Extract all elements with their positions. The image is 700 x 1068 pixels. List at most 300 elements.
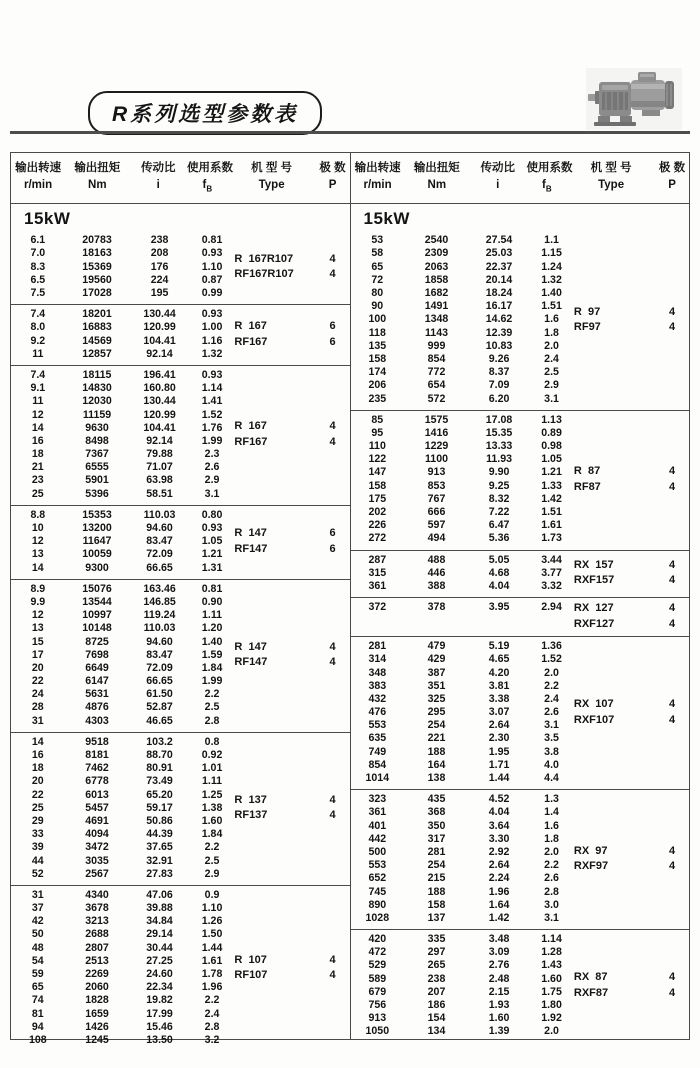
table-row [11, 662, 234, 675]
cell-speed: 18 [31, 448, 44, 461]
cell-torque: 2540 [424, 234, 449, 247]
cell-torque: 295 [427, 706, 446, 719]
cell-torque: 378 [427, 601, 446, 614]
cell-service-factor: 1.21 [541, 466, 562, 479]
cell-torque: 8498 [85, 434, 109, 447]
cell-ratio: 4.52 [488, 793, 510, 806]
cell-ratio: 1.96 [488, 885, 510, 898]
table-row [351, 427, 574, 440]
cell-ratio: 9.26 [488, 352, 510, 365]
rating-group [11, 885, 350, 1051]
cell-ratio: 19.82 [146, 994, 173, 1007]
rating-group [11, 505, 350, 579]
cell-speed: 37 [31, 902, 44, 915]
table-right-body [351, 204, 690, 1042]
cell-service-factor: 1.60 [541, 972, 562, 985]
cell-ratio: 17.08 [485, 413, 513, 426]
cell-service-factor: 0.93 [201, 247, 223, 260]
cell-torque: 13200 [82, 522, 112, 535]
cell-service-factor: 1.8 [544, 326, 559, 339]
cell-ratio: 2.48 [488, 972, 510, 985]
cell-torque: 325 [427, 692, 446, 705]
table-row [11, 335, 234, 348]
cell-torque: 5457 [85, 801, 109, 814]
poles-value: 4 [329, 793, 336, 806]
table-row [11, 928, 234, 941]
cell-torque: 351 [427, 679, 446, 692]
cell-ratio: 73.49 [146, 775, 173, 788]
type-label: RF87 [573, 480, 601, 493]
cell-service-factor: 3.2 [204, 1033, 220, 1046]
cell-torque: 186 [427, 999, 446, 1012]
header-poles-unit: P [668, 179, 676, 191]
group-rows [351, 554, 574, 594]
cell-speed: 9.9 [30, 595, 46, 608]
table-row [351, 247, 574, 260]
cell-service-factor: 1.11 [202, 775, 223, 788]
cell-torque: 2513 [85, 954, 109, 967]
type-label: RXF107 [573, 713, 615, 726]
poles-value: 4 [669, 860, 676, 873]
type-label: R 167 [234, 420, 267, 433]
poles-cell [316, 234, 350, 300]
cell-ratio: 72.09 [146, 661, 173, 674]
type-label: RX 107 [573, 698, 614, 711]
type-cell [574, 601, 655, 632]
header-ratio-unit: i [496, 179, 500, 191]
cell-speed: 81 [31, 1007, 44, 1020]
cell-torque: 254 [427, 859, 446, 872]
cell-ratio: 88.70 [146, 749, 173, 762]
poles-value: 4 [669, 986, 676, 999]
cell-ratio: 120.99 [143, 408, 176, 421]
cell-speed: 7.0 [30, 247, 46, 260]
cell-torque: 317 [427, 832, 446, 845]
cell-service-factor: 2.9 [544, 379, 559, 392]
cell-torque: 2567 [85, 867, 109, 880]
poles-cell [655, 640, 689, 785]
table-row [11, 688, 234, 701]
cell-service-factor: 1.6 [544, 819, 559, 832]
type-label: RXF157 [573, 574, 615, 587]
cell-ratio: 15.46 [146, 1020, 173, 1033]
cell-speed: 90 [371, 300, 384, 313]
cell-speed: 13 [31, 548, 44, 561]
type-cell [574, 933, 655, 1039]
table-row [11, 583, 234, 596]
cell-torque: 335 [427, 933, 446, 946]
cell-speed: 315 [368, 566, 387, 579]
cell-ratio: 104.41 [143, 334, 176, 347]
cell-speed: 272 [368, 532, 387, 545]
table-row [351, 379, 574, 392]
cell-service-factor: 2.0 [544, 666, 559, 679]
cell-torque: 11159 [82, 408, 112, 421]
cell-service-factor: 4.0 [544, 758, 559, 771]
header-speed [11, 160, 65, 197]
cell-speed: 1050 [365, 1025, 390, 1038]
cell-ratio: 16.17 [485, 300, 513, 313]
cell-speed: 11 [32, 347, 44, 360]
cell-service-factor: 1.40 [541, 287, 562, 300]
cell-ratio: 13.50 [146, 1033, 173, 1046]
cell-speed: 135 [368, 339, 387, 352]
cell-ratio: 65.20 [146, 788, 173, 801]
type-label: R 137 [234, 793, 267, 806]
cell-service-factor: 0.93 [201, 308, 223, 321]
cell-torque: 2309 [424, 247, 449, 260]
cell-service-factor: 0.9 [204, 888, 220, 901]
cell-torque: 2269 [85, 968, 109, 981]
type-cell [574, 234, 655, 405]
cell-speed: 679 [368, 985, 387, 998]
cell-speed: 24 [31, 688, 44, 701]
poles-value: 4 [329, 435, 336, 448]
cell-service-factor: 2.6 [544, 706, 559, 719]
cell-torque: 1348 [424, 313, 449, 326]
cell-speed: 39 [31, 841, 44, 854]
table-row [351, 912, 574, 925]
group-rows [351, 793, 574, 925]
cell-ratio: 79.88 [146, 448, 173, 461]
cell-ratio: 11.93 [486, 453, 513, 466]
table-row [11, 247, 234, 260]
cell-torque: 137 [427, 911, 446, 924]
cell-ratio: 25.03 [485, 247, 513, 260]
table-row [351, 234, 574, 247]
cell-torque: 281 [427, 845, 446, 858]
cell-speed: 85 [371, 413, 384, 426]
cell-ratio: 50.86 [146, 814, 173, 827]
cell-service-factor: 2.8 [204, 714, 220, 727]
cell-ratio: 4.20 [488, 666, 510, 679]
table-row [351, 327, 574, 340]
table-row [351, 640, 574, 653]
table-row [351, 732, 574, 745]
rating-group [351, 636, 690, 789]
cell-service-factor: 0.92 [201, 749, 223, 762]
cell-speed: 553 [368, 859, 387, 872]
table-row [11, 889, 234, 902]
cell-torque: 14569 [82, 334, 112, 347]
cell-ratio: 196.41 [143, 368, 176, 381]
group-rows [11, 234, 234, 300]
cell-ratio: 120.99 [143, 321, 176, 334]
cell-ratio: 3.48 [488, 933, 510, 946]
cell-ratio: 5.36 [488, 532, 510, 545]
cell-service-factor: 0.81 [201, 582, 223, 595]
cell-speed: 287 [368, 553, 387, 566]
cell-ratio: 58.51 [146, 487, 173, 500]
cell-service-factor: 1.3 [544, 793, 559, 806]
cell-service-factor: 1.52 [541, 653, 562, 666]
cell-speed: 72 [371, 273, 384, 286]
cell-ratio: 2.15 [488, 985, 510, 998]
cell-ratio: 195 [150, 287, 169, 300]
cell-torque: 207 [427, 985, 446, 998]
header-torque [405, 160, 469, 197]
type-label: RX 87 [573, 971, 608, 984]
table-row [11, 274, 234, 287]
table-row [351, 706, 574, 719]
cell-speed: 74 [31, 994, 44, 1007]
cell-speed: 589 [368, 972, 387, 985]
cell-ratio: 1.42 [488, 911, 510, 924]
cell-speed: 158 [368, 352, 387, 365]
cell-speed: 58 [371, 247, 384, 260]
cell-torque: 134 [427, 1025, 446, 1038]
table-row [351, 846, 574, 859]
header-type-unit: Type [598, 179, 625, 191]
table-row [351, 872, 574, 885]
cell-speed: 372 [368, 601, 387, 614]
cell-ratio: 80.91 [146, 762, 173, 775]
table-row [11, 522, 234, 535]
table-row [11, 535, 234, 548]
cell-speed: 54 [31, 954, 44, 967]
cell-torque: 8181 [85, 749, 109, 762]
cell-speed: 22 [31, 788, 44, 801]
poles-cell [316, 583, 350, 728]
rating-group [351, 597, 690, 636]
table-row [351, 693, 574, 706]
cell-torque: 3213 [85, 915, 109, 928]
cell-ratio: 22.34 [146, 981, 173, 994]
cell-service-factor: 1.73 [541, 532, 562, 545]
cell-speed: 12 [31, 408, 44, 421]
table-row [11, 636, 234, 649]
cell-torque: 446 [427, 566, 446, 579]
header-torque [65, 160, 129, 197]
selection-table [10, 152, 690, 1046]
poles-value: 4 [329, 953, 336, 966]
cell-speed: 745 [368, 885, 387, 898]
table-row [11, 649, 234, 662]
cell-ratio: 1.39 [488, 1025, 510, 1038]
poles-value: 6 [329, 527, 336, 540]
cell-ratio: 1.95 [488, 745, 510, 758]
type-label: RX 157 [573, 558, 614, 571]
cell-service-factor: 1.32 [541, 273, 562, 286]
table-row [351, 833, 574, 846]
type-label: RF107 [234, 969, 268, 982]
type-cell [234, 889, 315, 1047]
cell-ratio: 3.38 [488, 692, 510, 705]
cell-service-factor: 1.13 [541, 413, 562, 426]
cell-service-factor: 1.59 [201, 648, 223, 661]
table-row [351, 440, 574, 453]
poles-value: 4 [329, 656, 336, 669]
table-right-half [351, 153, 690, 1039]
cell-torque: 221 [427, 732, 446, 745]
table-row [351, 261, 574, 274]
cell-ratio: 3.95 [488, 601, 510, 614]
cell-speed: 472 [368, 946, 387, 959]
cell-service-factor: 2.5 [204, 854, 220, 867]
cell-ratio: 130.44 [143, 395, 176, 408]
cell-service-factor: 1.25 [201, 788, 223, 801]
cell-speed: 42 [31, 915, 44, 928]
cell-speed: 635 [368, 732, 387, 745]
poles-value: 6 [329, 335, 336, 348]
type-label: RF167 [234, 335, 268, 348]
table-row [351, 986, 574, 999]
cell-ratio: 47.06 [146, 888, 173, 901]
group-rows [351, 933, 574, 1039]
poles-value: 4 [669, 844, 676, 857]
cell-speed: 11 [32, 395, 44, 408]
cell-ratio: 160.80 [143, 382, 176, 395]
cell-speed: 529 [368, 959, 387, 972]
cell-speed: 52 [31, 867, 44, 880]
table-row [351, 567, 574, 580]
group-rows [11, 509, 234, 575]
cell-ratio: 66.65 [146, 675, 173, 688]
table-row [11, 762, 234, 775]
cell-service-factor: 3.32 [541, 579, 562, 592]
cell-torque: 1416 [424, 426, 449, 439]
table-row [11, 749, 234, 762]
cell-service-factor: 1.75 [541, 985, 562, 998]
poles-value: 4 [669, 574, 676, 587]
cell-torque: 913 [427, 466, 446, 479]
cell-speed: 323 [368, 793, 387, 806]
group-rows [11, 308, 234, 361]
type-label: RXF127 [573, 617, 615, 630]
cell-service-factor: 1.11 [202, 609, 223, 622]
cell-ratio: 1.44 [488, 772, 510, 785]
rating-group [351, 410, 690, 550]
header-type-zh: 机 型 号 [590, 162, 632, 174]
table-row [11, 435, 234, 448]
cell-service-factor: 1.78 [201, 968, 223, 981]
cell-torque: 7367 [85, 448, 109, 461]
cell-torque: 6147 [85, 675, 109, 688]
page-title [88, 91, 322, 135]
rating-group [351, 789, 690, 929]
poles-value: 4 [669, 713, 676, 726]
poles-value: 4 [329, 640, 336, 653]
cell-service-factor: 1.61 [541, 519, 562, 532]
cell-service-factor: 1.99 [201, 675, 223, 688]
table-row [11, 968, 234, 981]
cell-service-factor: 4.4 [544, 772, 559, 785]
type-label: RX 97 [573, 844, 608, 857]
cell-speed: 65 [31, 981, 44, 994]
cell-ratio: 1.71 [488, 758, 510, 771]
table-row [11, 828, 234, 841]
type-label: R 167 [234, 320, 267, 333]
cell-ratio: 130.44 [143, 308, 176, 321]
cell-ratio: 3.81 [488, 679, 510, 692]
cell-torque: 215 [427, 872, 446, 885]
cell-torque: 1575 [424, 413, 449, 426]
table-row [11, 448, 234, 461]
cell-service-factor: 1.14 [541, 933, 562, 946]
cell-speed: 28 [31, 701, 44, 714]
type-cell [234, 234, 315, 300]
cell-service-factor: 3.44 [541, 553, 562, 566]
cell-speed: 8.3 [30, 260, 46, 273]
table-row [351, 506, 574, 519]
cell-ratio: 3.64 [488, 819, 510, 832]
cell-speed: 122 [368, 453, 387, 466]
type-label: RF97 [573, 321, 601, 334]
cell-ratio: 24.60 [146, 968, 173, 981]
cell-service-factor: 2.0 [544, 1025, 559, 1038]
cell-torque: 265 [427, 959, 446, 972]
cell-speed: 226 [368, 519, 387, 532]
cell-ratio: 39.88 [146, 902, 173, 915]
poles-value: 4 [329, 268, 336, 281]
cell-speed: 16 [31, 434, 44, 447]
header-ratio-zh: 传动比 [140, 162, 176, 174]
cell-ratio: 3.07 [488, 706, 510, 719]
type-label: R 147 [234, 640, 267, 653]
cell-speed: 14 [31, 561, 44, 574]
cell-torque: 3035 [85, 854, 109, 867]
cell-service-factor: 0.98 [541, 440, 562, 453]
cell-torque: 3472 [85, 841, 109, 854]
cell-torque: 15076 [82, 582, 112, 595]
cell-service-factor: 0.80 [201, 508, 223, 521]
table-row [351, 313, 574, 326]
cell-speed: 913 [368, 1012, 387, 1025]
cell-torque: 10148 [82, 622, 112, 635]
header-service-factor [526, 160, 573, 197]
cell-ratio: 94.60 [146, 522, 173, 535]
cell-speed: 175 [368, 492, 387, 505]
table-row [11, 488, 234, 501]
cell-speed: 29 [31, 814, 44, 827]
table-row [351, 859, 574, 872]
cell-ratio: 32.91 [146, 854, 173, 867]
cell-service-factor: 2.94 [541, 601, 562, 614]
cell-service-factor: 1.44 [201, 941, 223, 954]
cell-service-factor: 1.8 [544, 832, 559, 845]
cell-speed: 80 [371, 287, 384, 300]
cell-torque: 666 [427, 506, 446, 519]
cell-service-factor: 0.89 [541, 426, 562, 439]
cell-ratio: 20.14 [485, 273, 513, 286]
cell-speed: 20 [31, 775, 44, 788]
cell-service-factor: 1.76 [201, 421, 223, 434]
cell-speed: 348 [368, 666, 387, 679]
cell-ratio: 4.65 [488, 653, 510, 666]
cell-speed: 281 [368, 640, 387, 653]
cell-torque: 2063 [424, 260, 449, 273]
type-label: RF167R107 [234, 268, 294, 281]
table-row [351, 886, 574, 899]
cell-torque: 158 [427, 898, 446, 911]
cell-ratio: 34.84 [146, 915, 173, 928]
cell-torque: 6013 [85, 788, 109, 801]
page-title-text: R系列选型参数表 [112, 103, 299, 126]
cell-torque: 254 [427, 719, 446, 732]
cell-torque: 1659 [85, 1007, 109, 1020]
rating-group [11, 231, 350, 304]
cell-speed: 206 [368, 379, 387, 392]
cell-service-factor: 1.38 [201, 801, 223, 814]
cell-speed: 7.4 [30, 368, 46, 381]
header-poles-unit: P [328, 179, 337, 191]
cell-ratio: 5.19 [488, 640, 510, 653]
cell-torque: 4094 [85, 828, 109, 841]
cell-torque: 488 [427, 553, 446, 566]
table-row [11, 596, 234, 609]
type-label: RF147 [234, 542, 268, 555]
cell-torque: 853 [427, 479, 446, 492]
